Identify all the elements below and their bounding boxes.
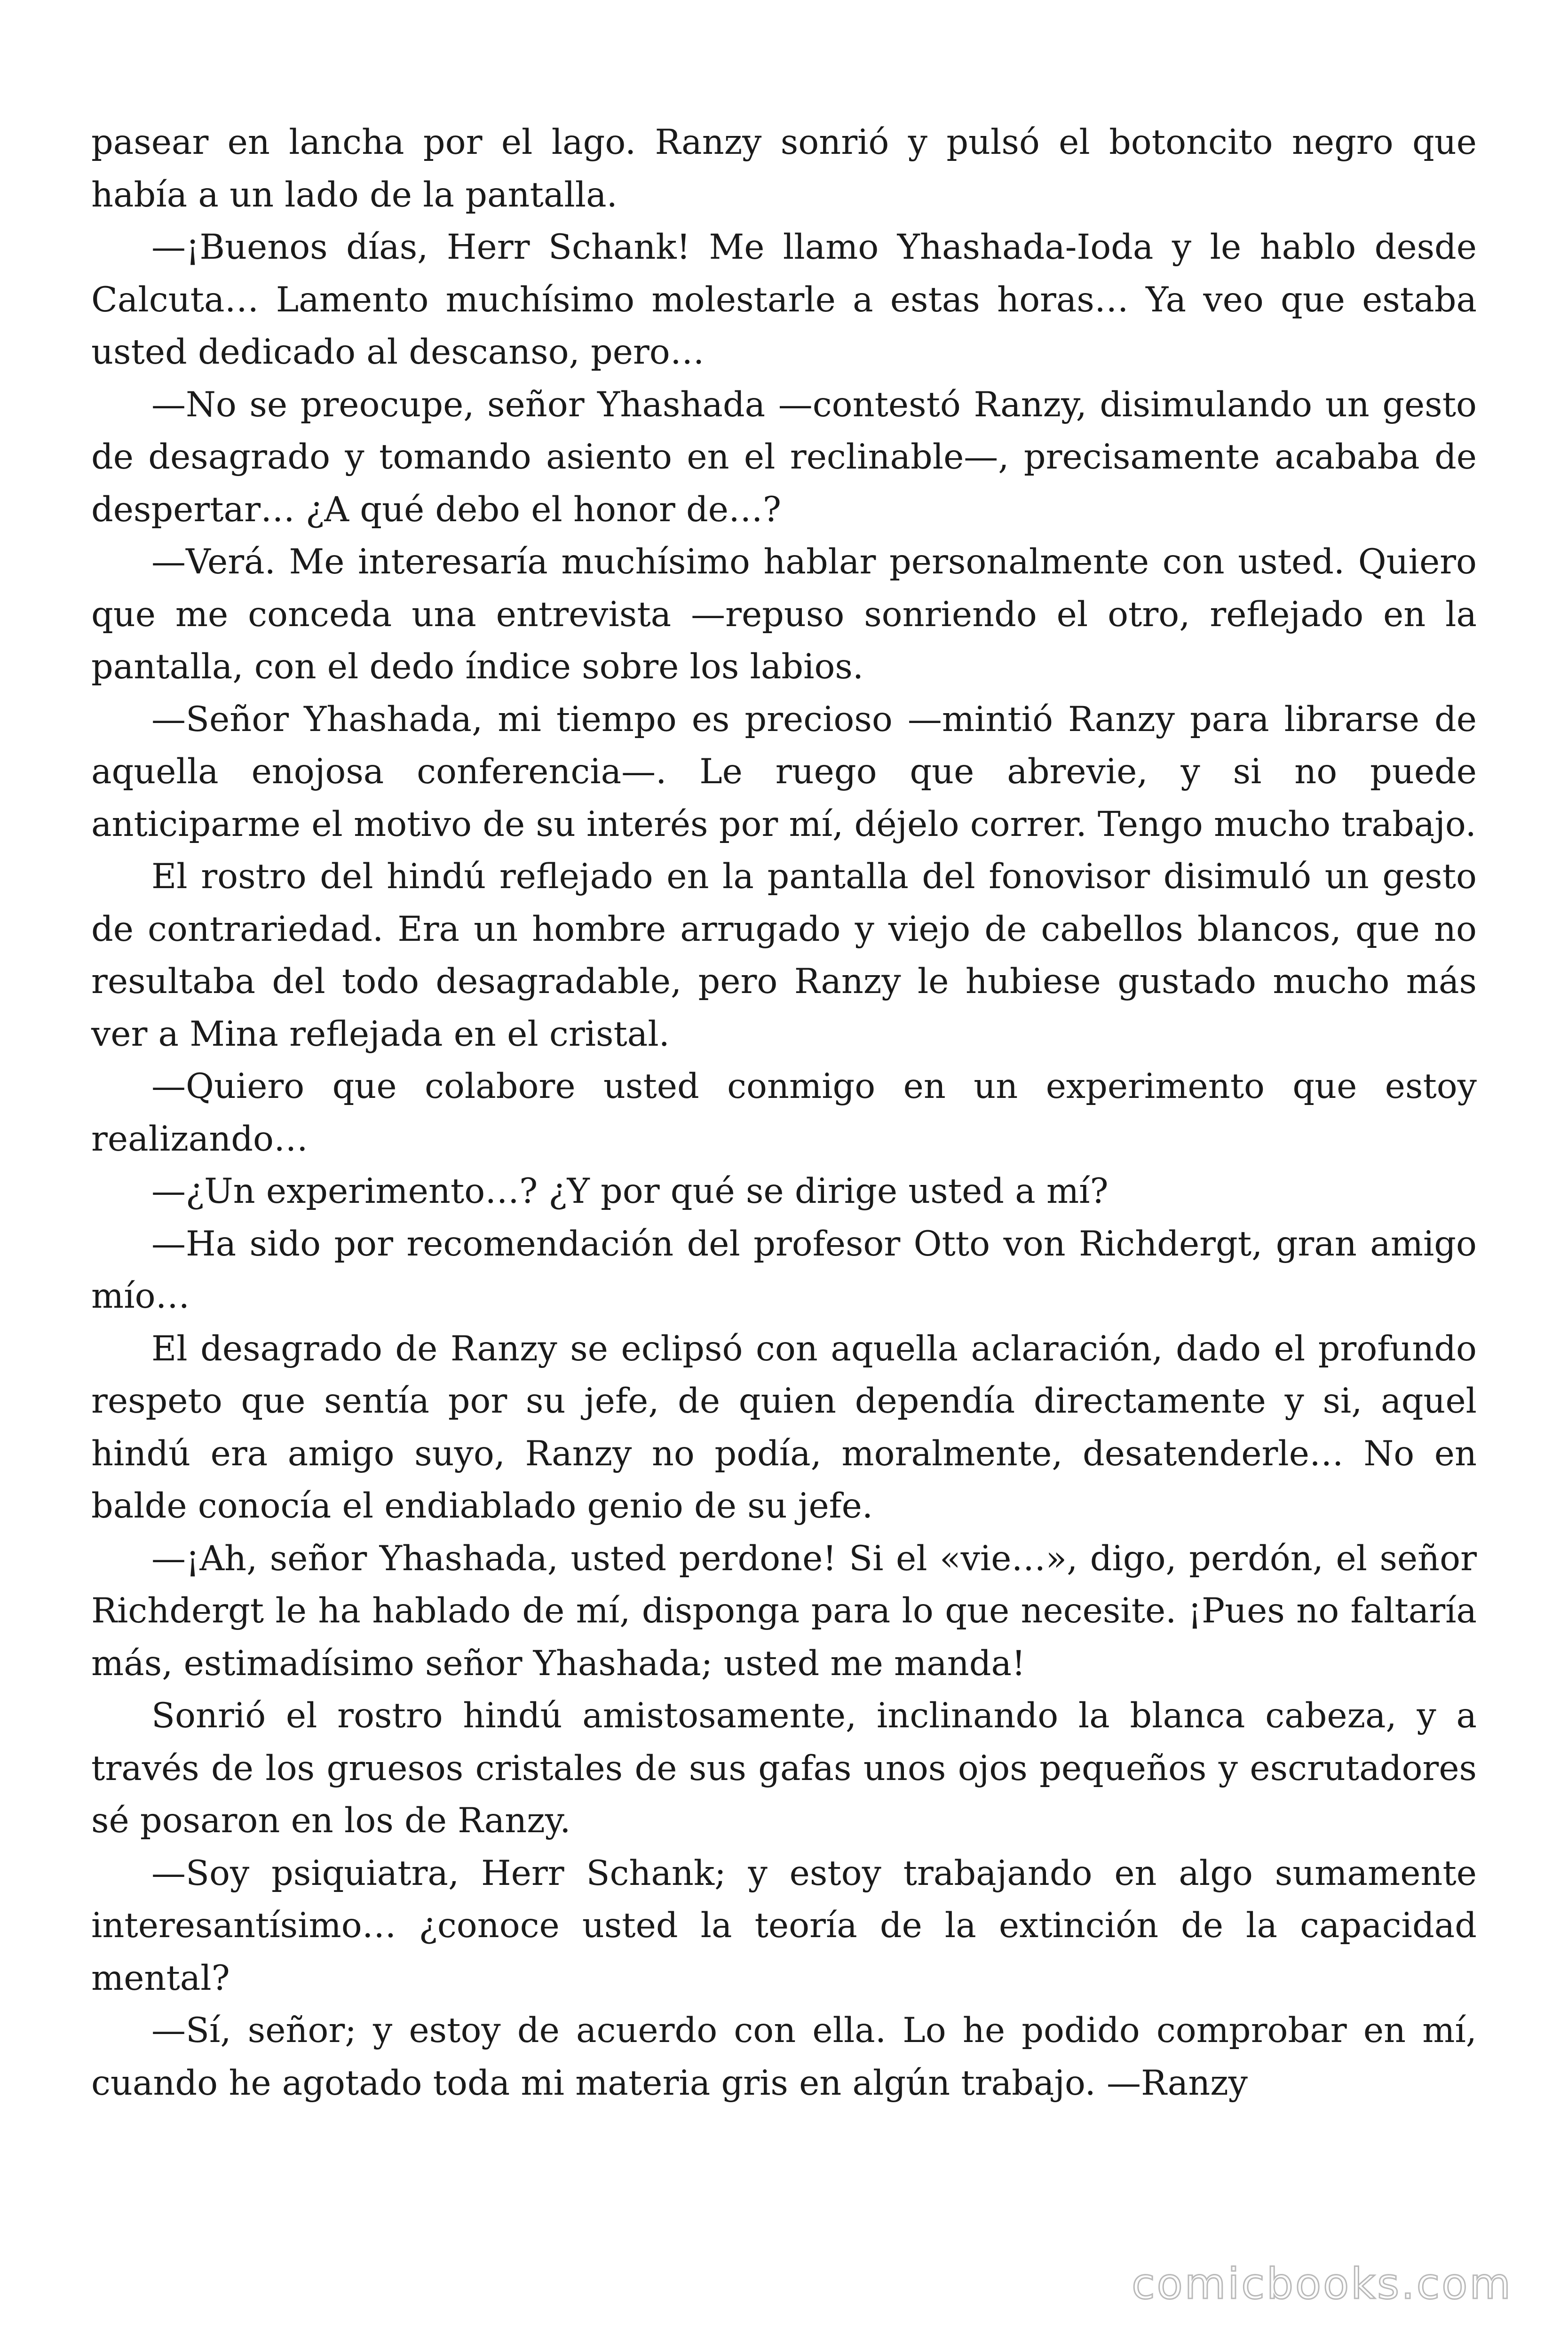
paragraph: —Verá. Me interesaría muchísimo hablar personalmente con usted. Quiero que me conceda una entrevista —repuso sonriendo el otro, reflejado en la pantalla, con el dedo índice sobre los labios.	[91, 542, 1477, 687]
paragraph: —Sí, señor; y estoy de acuerdo con ella. Lo he podido comprobar en mí, cuando he agotado toda mi materia gris en algún trabajo. —Ranzy	[91, 2010, 1477, 2103]
paragraph: —¡Ah, señor Yhashada, usted perdone! Si el «vie…», digo, perdón, el señor Richdergt le ha hablado de mí, disponga para lo que necesite. ¡Pues no faltaría más, estimadísimo señor Yhashada; usted me manda!	[91, 1538, 1477, 1684]
paragraph: —No se preocupe, señor Yhashada —contestó Ranzy, disimulando un gesto de desagrado y tomando asiento en el reclinable—, precisamente acababa de despertar… ¿A qué debo el honor de…?	[91, 384, 1477, 530]
paragraph: —Señor Yhashada, mi tiempo es precioso —mintió Ranzy para librarse de aquella enojosa conferencia—. Le ruego que abrevie, y si no puede anticiparme el motivo de su interés por mí, déjelo correr. Tengo mucho trabajo.	[91, 699, 1477, 844]
watermark: comicbooks.com	[1132, 2259, 1513, 2309]
paragraph: —Quiero que colabore usted conmigo en un experimento que estoy realizando…	[91, 1066, 1477, 1159]
paragraph: El rostro del hindú reflejado en la pantalla del fonovisor disimuló un gesto de contrariedad. Era un hombre arrugado y viejo de cabellos blancos, que no resultaba del todo desagradable, pero Ranzy le hubiese gustado mucho más ver a Mina reflejada en el cristal.	[91, 857, 1477, 1054]
page-body	[91, 116, 1477, 2109]
paragraph: —Soy psiquiatra, Herr Schank; y estoy trabajando en algo sumamente interesantísimo… ¿conoce usted la teoría de la extinción de la capacidad mental?	[91, 1853, 1477, 1998]
paragraph: —¡Buenos días, Herr Schank! Me llamo Yhashada-Ioda y le hablo desde Calcuta… Lamento muchísimo molestarle a estas horas… Ya veo que estaba usted dedicado al descanso, pero…	[91, 227, 1477, 372]
paragraph: —¿Un experimento…? ¿Y por qué se dirige usted a mí?	[151, 1171, 1109, 1211]
paragraph: —Ha sido por recomendación del profesor Otto von Richdergt, gran amigo mío…	[91, 1224, 1477, 1316]
paragraph: pasear en lancha por el lago. Ranzy sonrió y pulsó el botoncito negro que había a un lado de la pantalla.	[91, 122, 1477, 215]
paragraph: El desagrado de Ranzy se eclipsó con aquella aclaración, dado el profundo respeto que sentía por su jefe, de quien dependía directamente y si, aquel hindú era amigo suyo, Ranzy no podía, moralmente, desatenderle… No en balde conocía el endiablado genio de su jefe.	[91, 1328, 1477, 1526]
paragraph: Sonrió el rostro hindú amistosamente, inclinando la blanca cabeza, y a través de los gruesos cristales de sus gafas unos ojos pequeños y escrutadores sé posaron en los de Ranzy.	[91, 1696, 1477, 1841]
